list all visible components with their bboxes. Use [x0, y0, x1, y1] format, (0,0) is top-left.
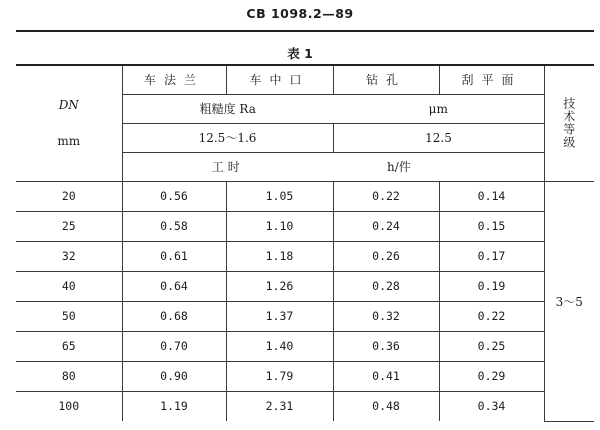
table-row	[16, 361, 594, 391]
work-hour-value: 0.64	[122, 271, 226, 301]
work-hour-value: 0.19	[439, 271, 544, 301]
table-row	[16, 181, 594, 211]
table-row	[16, 211, 594, 241]
work-hour-value: 1.79	[226, 361, 333, 391]
work-hour-value: 0.90	[122, 361, 226, 391]
roughness-unit-cell	[333, 94, 544, 123]
table-title: 表 1	[287, 46, 313, 61]
time-unit-cell	[333, 152, 544, 181]
dn-value: 100	[16, 391, 122, 421]
work-hour-value: 1.19	[122, 391, 226, 421]
work-hour-value: 0.70	[122, 331, 226, 361]
work-hour-value: 0.48	[333, 391, 439, 421]
time-label-cell	[122, 152, 333, 181]
dn-value: 40	[16, 271, 122, 301]
operation-header-1: 车中口	[226, 65, 333, 94]
work-hour-value: 1.26	[226, 271, 333, 301]
operation-header-0: 车法兰	[122, 65, 226, 94]
dn-value: 80	[16, 361, 122, 391]
work-hour-value: 1.40	[226, 331, 333, 361]
table-row	[16, 271, 594, 301]
document-header: CB 1098.2—89	[246, 6, 354, 21]
work-hour-value: 0.29	[439, 361, 544, 391]
work-hour-value: 0.58	[122, 211, 226, 241]
roughness-right-value: 12.5	[333, 123, 544, 152]
table-row	[16, 241, 594, 271]
work-hour-value: 2.31	[226, 391, 333, 421]
work-hour-value: 0.24	[333, 211, 439, 241]
dn-label: DN	[58, 98, 79, 113]
dn-value: 65	[16, 331, 122, 361]
dn-value: 20	[16, 181, 122, 211]
work-hour-table	[16, 64, 594, 422]
time-unit: h/件	[387, 160, 411, 174]
work-hour-value: 0.22	[333, 181, 439, 211]
table-row	[16, 301, 594, 331]
work-hour-value: 1.10	[226, 211, 333, 241]
grade-label: 技术等级	[561, 97, 576, 150]
work-hour-value: 0.56	[122, 181, 226, 211]
roughness-label-cell	[122, 94, 333, 123]
work-hour-value: 1.05	[226, 181, 333, 211]
dn-value: 32	[16, 241, 122, 271]
work-hour-value: 0.22	[439, 301, 544, 331]
dn-header-cell	[16, 65, 122, 181]
grade-header-cell	[544, 65, 594, 181]
work-hour-value: 0.32	[333, 301, 439, 331]
dn-value: 50	[16, 301, 122, 331]
work-hour-value: 0.34	[439, 391, 544, 421]
top-rule	[16, 30, 594, 32]
work-hour-value: 0.68	[122, 301, 226, 331]
work-hour-value: 0.14	[439, 181, 544, 211]
roughness-label: 粗糙度 Ra	[199, 102, 256, 116]
work-hour-value: 1.37	[226, 301, 333, 331]
roughness-unit: μm	[428, 101, 448, 116]
dn-value: 25	[16, 211, 122, 241]
table-row	[16, 391, 594, 421]
roughness-left-value: 12.5～1.6	[122, 123, 333, 152]
operation-header-3: 刮平面	[439, 65, 544, 94]
header-row-operations	[16, 65, 594, 94]
work-hour-value: 0.15	[439, 211, 544, 241]
table-row	[16, 331, 594, 361]
work-hour-value: 0.41	[333, 361, 439, 391]
work-hour-value: 1.18	[226, 241, 333, 271]
time-label: 工时	[211, 160, 244, 174]
work-hour-value: 0.61	[122, 241, 226, 271]
dn-unit: mm	[57, 134, 81, 149]
work-hour-value: 0.26	[333, 241, 439, 271]
work-hour-value: 0.25	[439, 331, 544, 361]
work-hour-value: 0.36	[333, 331, 439, 361]
grade-value: 3～5	[544, 181, 594, 421]
work-hour-value: 0.17	[439, 241, 544, 271]
work-hour-value: 0.28	[333, 271, 439, 301]
operation-header-2: 钻孔	[333, 65, 439, 94]
